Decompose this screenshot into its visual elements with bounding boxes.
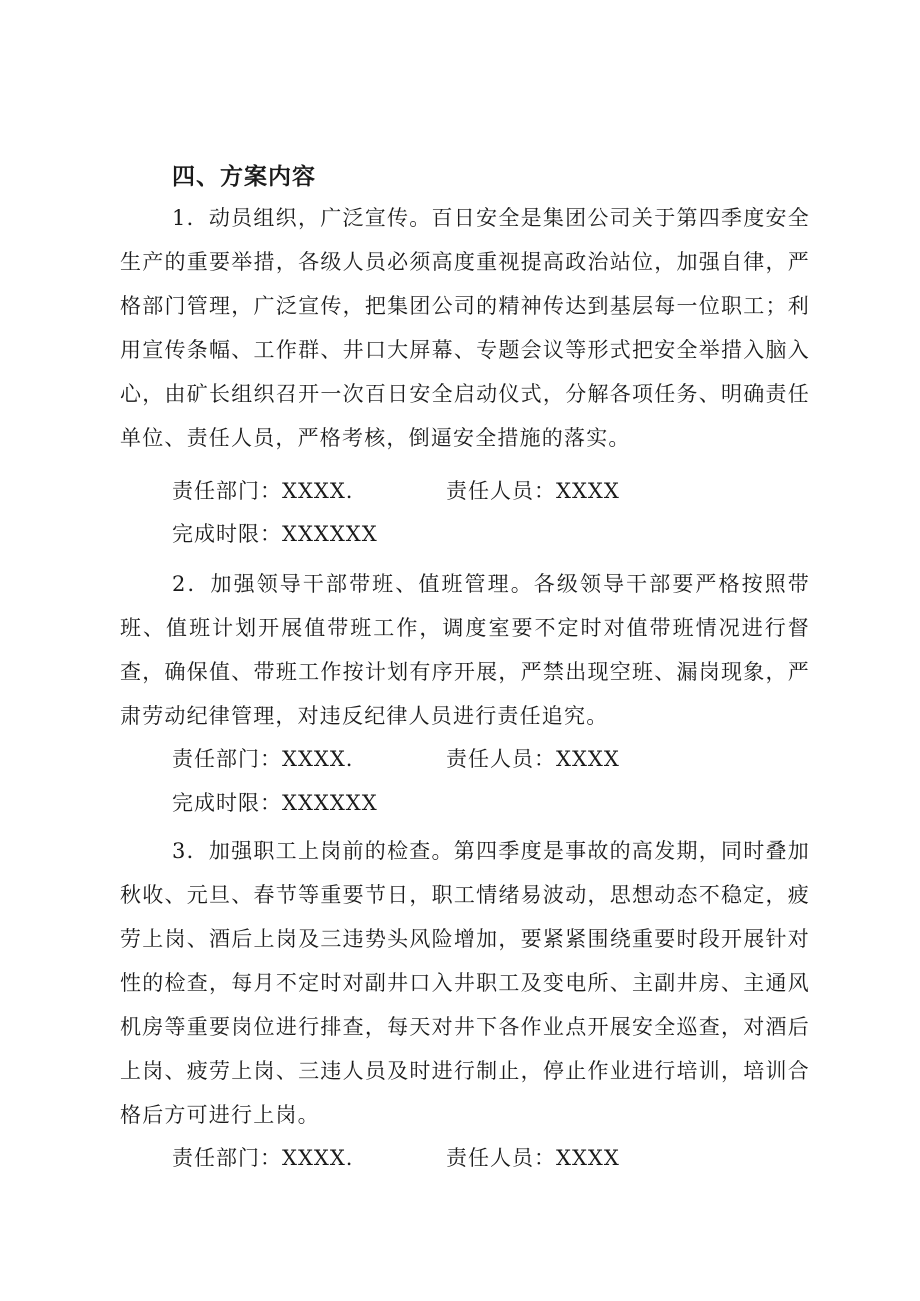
item-3-dept <box>172 1142 353 1172</box>
dept-value: XXXX. <box>282 747 354 771</box>
section-heading: 四、方案内容 <box>172 164 316 190</box>
person-value: XXXX <box>556 1146 620 1170</box>
deadline-value: XXXXXX <box>282 791 378 815</box>
person-value: XXXX <box>556 479 620 503</box>
item-3-paragraph: 3．加强职工上岗前的检查。第四季度是事故的高发期，同时叠加秋收、元旦、春节等重要节日，职工情绪易波动，思想动态不稳定，疲劳上岗、酒后上岗及三违势头风险增加，要紧紧围绕重要时段开展针对性的检查，每月不定时对副井口入井职工及变电所、主副井房、主通风机房等重要岗位进行排查，每天对井下各作业点开展安全巡查，对酒后上岗、疲劳上岗、三违人员及时进行制止，停止作业进行培训，培训合格后方可进行上岗。 <box>120 839 810 1127</box>
deadline-value: XXXXXX <box>282 522 378 546</box>
dept-value: XXXX. <box>282 1146 354 1170</box>
deadline-label: 完成时限： <box>172 791 282 815</box>
dept-value: XXXX. <box>282 479 354 503</box>
person-label: 责任人员： <box>446 479 556 503</box>
item-2-paragraph: 2．加强领导干部带班、值班管理。各级领导干部要严格按照带班、值班计划开展值带班工作，调度室要不定时对值带班情况进行督查，确保值、带班工作按计划有序开展，严禁出现空班、漏岗现象，严肃劳动纪律管理，对违反纪律人员进行责任追究。 <box>120 572 810 728</box>
person-value: XXXX <box>556 747 620 771</box>
person-label: 责任人员： <box>446 747 556 771</box>
item-2-person <box>446 743 620 773</box>
dept-label: 责任部门： <box>172 1146 282 1170</box>
item-2-deadline <box>172 787 378 817</box>
dept-label: 责任部门： <box>172 479 282 503</box>
item-1-paragraph: 1．动员组织，广泛宣传。百日安全是集团公司关于第四季度安全生产的重要举措，各级人员必须高度重视提高政治站位，加强自律，严格部门管理，广泛宣传，把集团公司的精神传达到基层每一位职工；利用宣传条幅、工作群、井口大屏幕、专题会议等形式把安全举措入脑入心，由矿长组织召开一次百日安全启动仪式，分解各项任务、明确责任单位、责任人员，严格考核，倒逼安全措施的落实。 <box>120 206 810 450</box>
item-3-person <box>446 1142 620 1172</box>
item-1-dept <box>172 475 353 505</box>
dept-label: 责任部门： <box>172 747 282 771</box>
item-2-dept <box>172 743 353 773</box>
deadline-label: 完成时限： <box>172 522 282 546</box>
item-1-person <box>446 475 620 505</box>
person-label: 责任人员： <box>446 1146 556 1170</box>
item-1-deadline <box>172 518 378 548</box>
